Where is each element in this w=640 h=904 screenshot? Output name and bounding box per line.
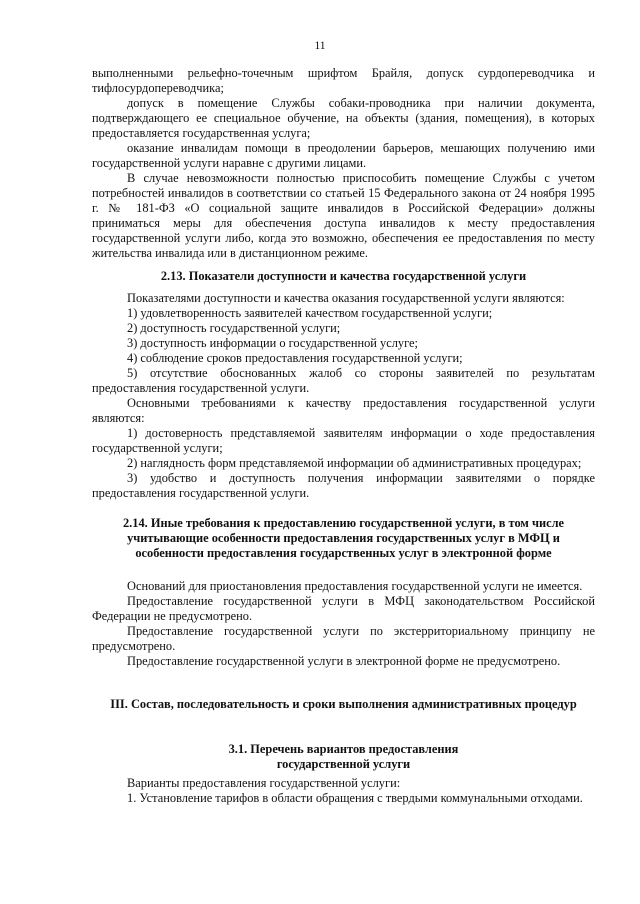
paragraph: Варианты предоставления государственной услуги: xyxy=(127,776,401,790)
list-item: 3) доступность информации о государственной услуге; xyxy=(127,336,418,350)
section-heading-line: 3.1. Перечень вариантов предоставления xyxy=(228,742,459,756)
list-item: 1) достоверность представляемой заявителям информации о ходе предоставления государственной услуги; xyxy=(92,426,595,455)
list-item: 1) удовлетворенность заявителей качеством государственной услуги; xyxy=(127,306,493,320)
section-heading-line: государственной услуги xyxy=(276,757,411,771)
document-body xyxy=(92,66,595,806)
paragraph: Показателями доступности и качества оказания государственной услуги являются: xyxy=(127,291,565,305)
paragraph: В случае невозможности полностью приспособить помещение Службы с учетом потребностей инвалидов в соответствии со статьей 15 Федерального закона от 24 ноября 1995 г. № 181-ФЗ «О социальной защите инвалидов в Российской Федерации» должны приниматься меры для обеспечения доступа инвалидов к месту предоставления государственной услуги либо, когда это возможно, обеспечения ее предоставления по месту жительства инвалида или в дистанционном режиме. xyxy=(92,171,595,260)
paragraph: оказание инвалидам помощи в преодолении барьеров, мешающих получению ими государственной услуги наравне с другими лицами. xyxy=(92,141,595,170)
paragraph: выполненными рельефно-точечным шрифтом Брайля, допуск сурдопереводчика и тифлосурдопереводчика; xyxy=(92,66,595,95)
list-item: 5) отсутствие обоснованных жалоб со стороны заявителей по результатам предоставления государственной услуги. xyxy=(92,366,595,395)
section-heading xyxy=(92,742,595,772)
list-item: 1. Установление тарифов в области обращения с твердыми коммунальными отходами. xyxy=(127,791,583,805)
paragraph: Основными требованиями к качеству предоставления государственной услуги являются: xyxy=(92,396,595,425)
list-item: 3) удобство и доступность получения информации заявителями о порядке предоставления государственной услуги. xyxy=(92,471,595,500)
section-heading xyxy=(92,516,595,561)
section-heading-line: особенности предоставления государственных услуг в электронной форме xyxy=(135,546,552,560)
paragraph: Предоставление государственной услуги в электронной форме не предусмотрено. xyxy=(127,654,561,668)
list-item: 2) наглядность форм представляемой информации об административных процедурах; xyxy=(127,456,582,470)
section-heading-line: учитывающие особенности предоставления государственных услуг в МФЦ и xyxy=(127,531,560,545)
list-item: 4) соблюдение сроков предоставления государственной услуги; xyxy=(127,351,463,365)
paragraph: Предоставление государственной услуги в МФЦ законодательством Российской Федерации не предусмотрено. xyxy=(92,594,595,623)
section-heading: 2.13. Показатели доступности и качества государственной услуги xyxy=(160,269,527,283)
paragraph: Оснований для приостановления предоставления государственной услуги не имеется. xyxy=(127,579,583,593)
paragraph: Предоставление государственной услуги по экстерриториальному принципу не предусмотрено. xyxy=(92,624,595,653)
chapter-heading: III. Состав, последовательность и сроки выполнения административных процедур xyxy=(110,697,577,711)
list-item: 2) доступность государственной услуги; xyxy=(127,321,341,335)
paragraph: допуск в помещение Службы собаки-проводника при наличии документа, подтверждающего ее специальное обучение, на объекты (здания, помещения), в которых предоставляется государственная услуга; xyxy=(92,96,595,140)
section-heading-line: 2.14. Иные требования к предоставлению государственной услуги, в том числе xyxy=(122,516,565,530)
page-number: 11 xyxy=(314,40,326,52)
